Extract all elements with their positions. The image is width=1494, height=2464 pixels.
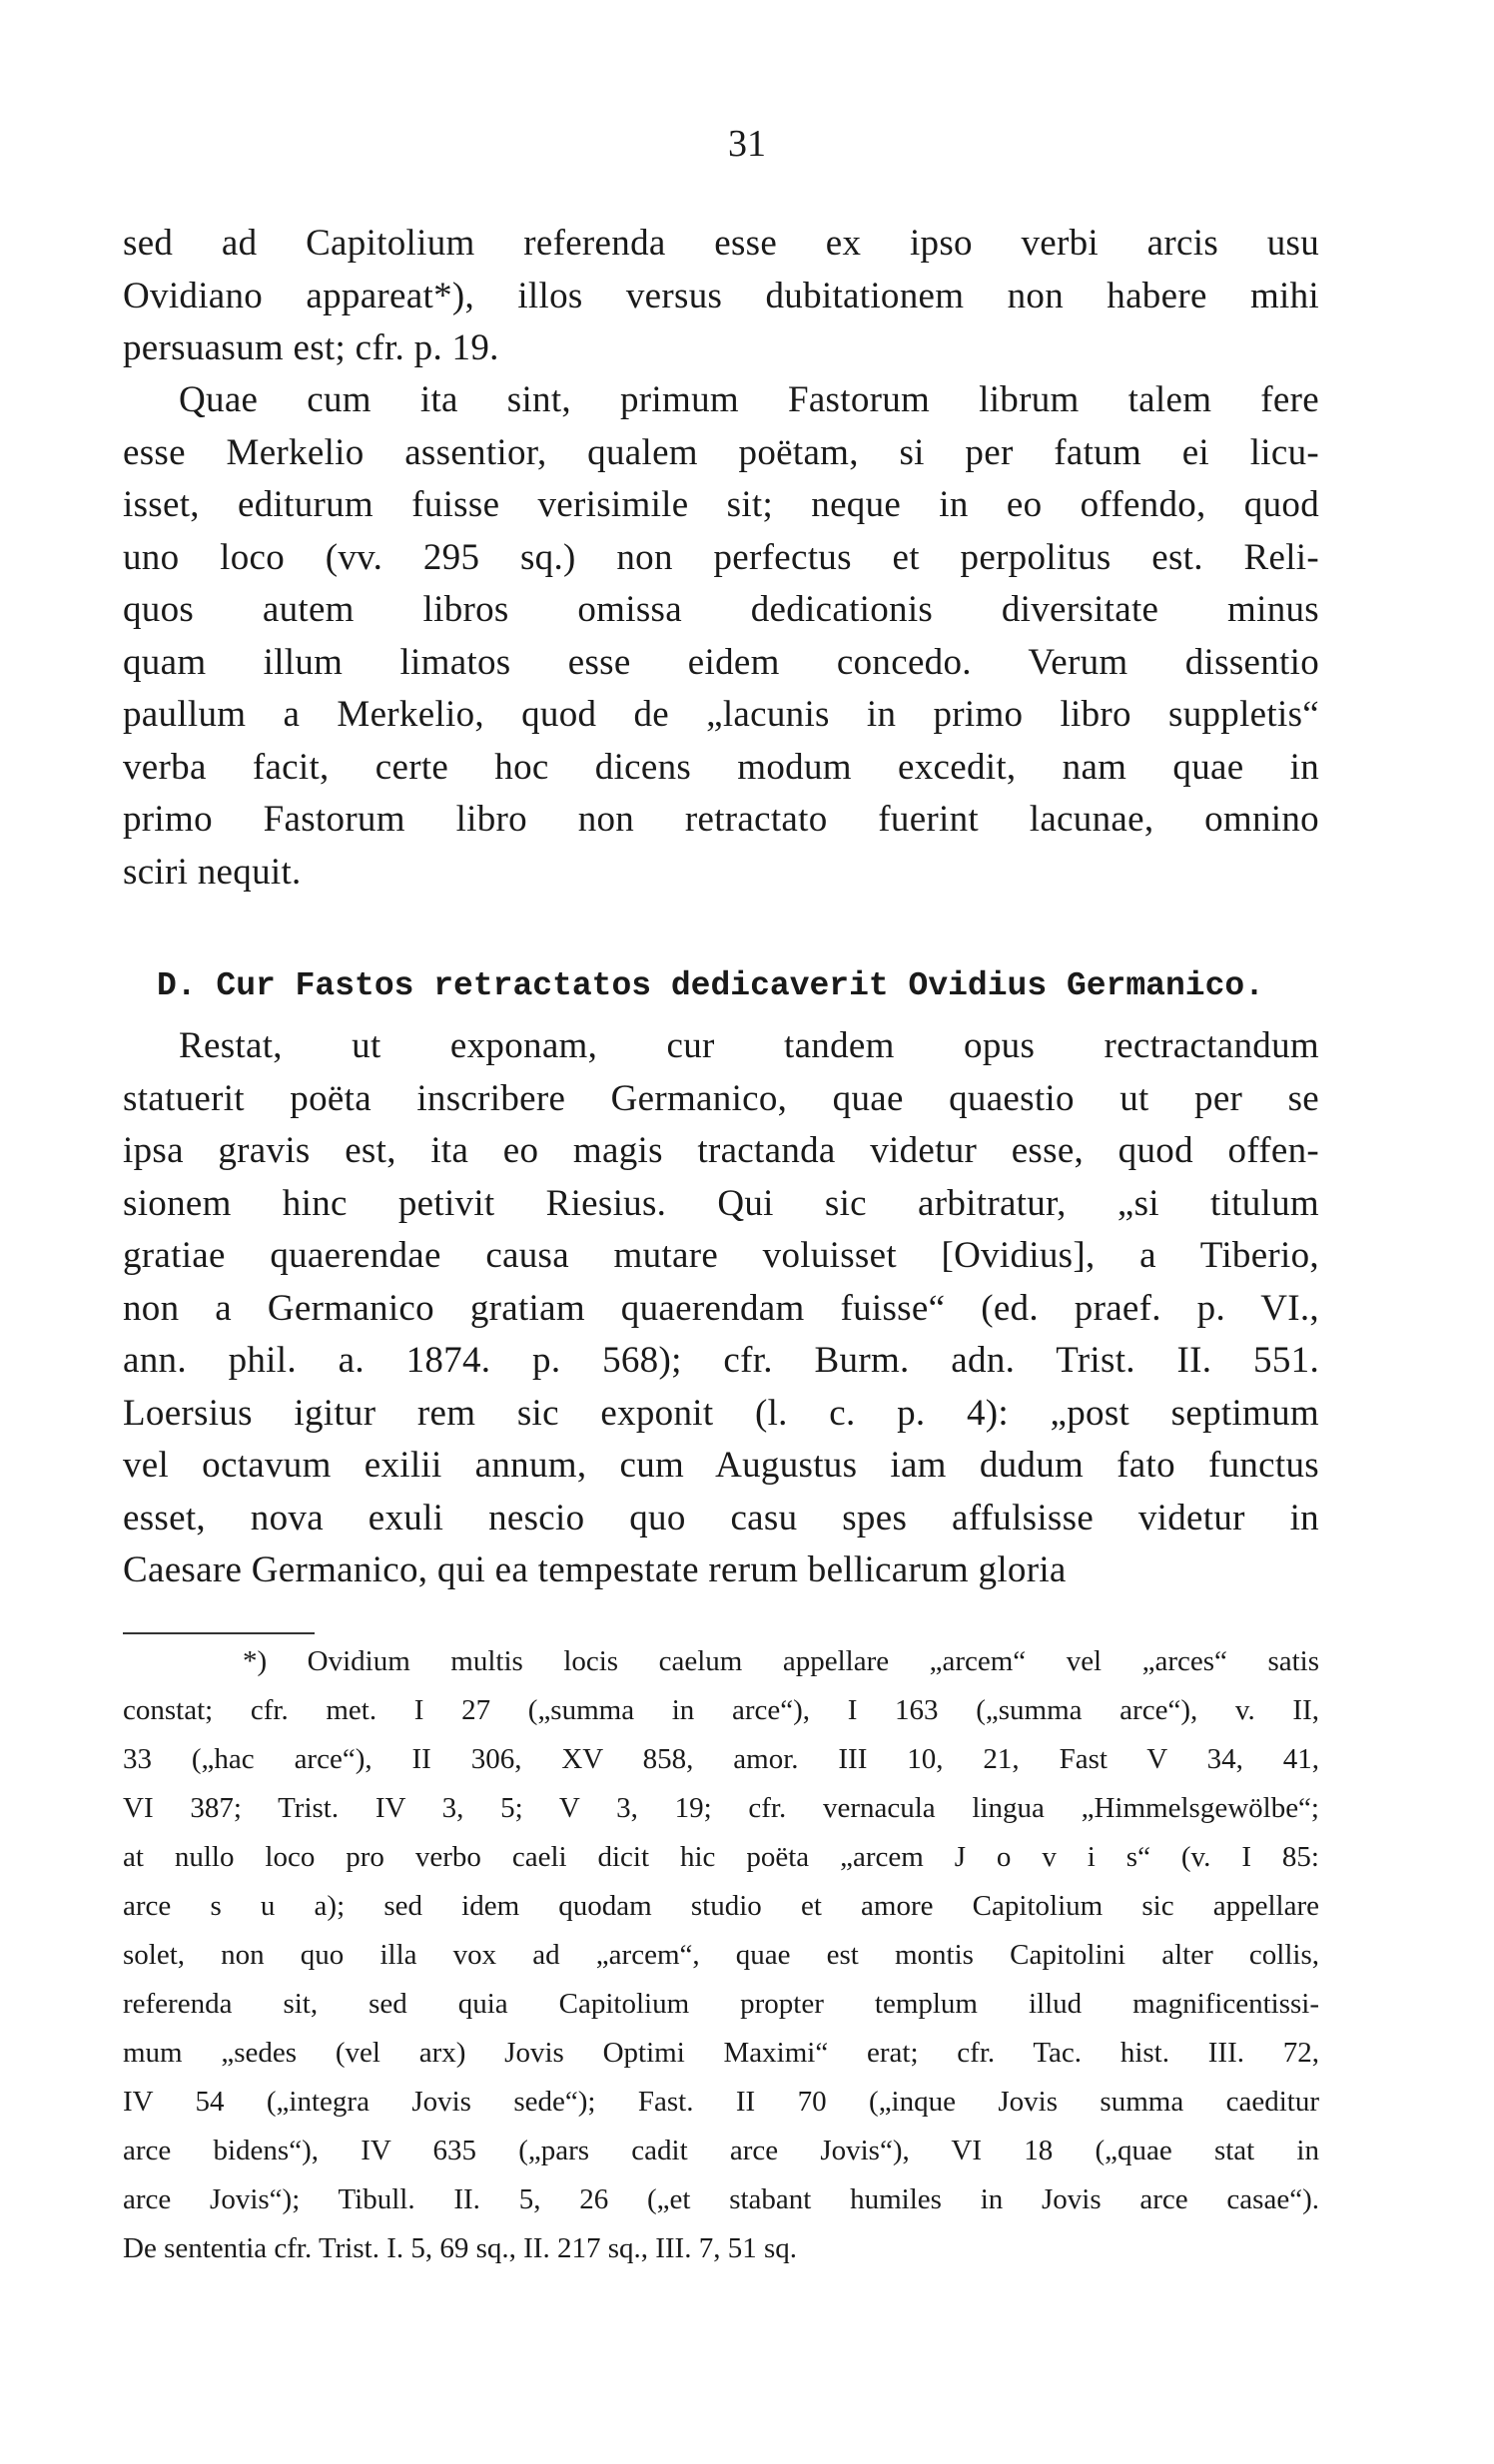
text-line: quam illum limatos esse eidem concedo. Verum dissentio: [123, 641, 1319, 683]
text-line: verba facit, certe hoc dicens modum excedit, nam quae in: [123, 746, 1319, 788]
footnote-rule: [123, 1632, 315, 1634]
text-line: paullum a Merkelio, quod de „lacunis in primo libro suppletis“: [123, 694, 1319, 735]
text-line: referenda sit, sed quia Capitolium propter templum illud magnificentissi-: [123, 1988, 1319, 2020]
text-line: VI 387; Trist. IV 3, 5; V 3, 19; cfr. vernacula lingua „Himmelsgewölbe“;: [123, 1792, 1319, 1824]
text-line: sionem hinc petivit Riesius. Qui sic arbitratur, „si titulum: [123, 1182, 1319, 1224]
text-line: at nullo loco pro verbo caeli dicit hic poëta „arcem J o v i s“ (v. I 85:: [123, 1841, 1319, 1873]
text-line: quos autem libros omissa dedicationis diversitate minus: [123, 589, 1319, 630]
page-number: 31: [728, 123, 766, 165]
text-line: esset, nova exuli nescio quo casu spes affulsisse videtur in: [123, 1497, 1319, 1539]
text-line: Caesare Germanico, qui ea tempestate rerum bellicarum gloria: [123, 1549, 1067, 1590]
paragraph-2: [123, 374, 1319, 899]
text-line: isset, editurum fuisse verisimile sit; neque in eo offendo, quod: [123, 484, 1319, 525]
text-line: primo Fastorum libro non retractato fuerint lacunae, omnino: [123, 799, 1319, 840]
text-line: uno loco (vv. 295 sq.) non perfectus et perpolitus est. Reli-: [123, 536, 1319, 578]
text-line: gratiae quaerendae causa mutare voluisset [Ovidius], a Tiberio,: [123, 1235, 1319, 1276]
text-line: constat; cfr. met. I 27 („summa in arce“), I 163 („summa arce“), v. II,: [123, 1694, 1319, 1726]
text-line: non a Germanico gratiam quaerendam fuisse“ (ed. praef. p. VI.,: [123, 1287, 1319, 1329]
text-line: sed ad Capitolium referenda esse ex ipso verbi arcis usu: [123, 223, 1319, 264]
text-line: Ovidiano appareat*), illos versus dubitationem non habere mihi: [123, 275, 1319, 316]
text-line: solet, non quo illa vox ad „arcem“, quae est montis Capitolini alter collis,: [123, 1939, 1319, 1971]
text-line: Loersius igitur rem sic exponit (l. c. p. 4): „post septimum: [123, 1392, 1319, 1434]
text-line: arce bidens“), IV 635 („pars cadit arce Jovis“), VI 18 („quae stat in: [123, 2135, 1319, 2166]
text-line: 33 („hac arce“), II 306, XV 858, amor. III 10, 21, Fast V 34, 41,: [123, 1743, 1319, 1775]
text-line: mum „sedes (vel arx) Jovis Optimi Maximi“ erat; cfr. Tac. hist. III. 72,: [123, 2037, 1319, 2069]
text-line: *) Ovidium multis locis caelum appellare „arcem“ vel „arces“ satis: [243, 1645, 1319, 1677]
text-line: arce s u a); sed idem quodam studio et amore Capitolium sic appellare: [123, 1890, 1319, 1922]
text-line: De sententia cfr. Trist. I. 5, 69 sq., II. 217 sq., III. 7, 51 sq.: [123, 2232, 798, 2264]
text-line: Restat, ut exponam, cur tandem opus rectractandum: [179, 1025, 1319, 1066]
text-line: vel octavum exilii annum, cum Augustus iam dudum fato functus: [123, 1445, 1319, 1486]
text-line: sciri nequit.: [123, 851, 302, 893]
text-line: Quae cum ita sint, primum Fastorum librum talem fere: [179, 379, 1319, 420]
text-line: esse Merkelio assentior, qualem poëtam, si per fatum ei licu-: [123, 431, 1319, 473]
footnote: [123, 1637, 1319, 2273]
paragraph-3: [123, 1020, 1319, 1597]
section-heading: D. Cur Fastos retractatos dedicaverit Ovidius Germanico.: [157, 967, 1264, 1004]
paragraph-1: [123, 218, 1319, 375]
text-line: ann. phil. a. 1874. p. 568); cfr. Burm. adn. Trist. II. 551.: [123, 1340, 1319, 1381]
text-line: ipsa gravis est, ita eo magis tractanda videtur esse, quod offen-: [123, 1130, 1319, 1171]
text-line: arce Jovis“); Tibull. II. 5, 26 („et stabant humiles in Jovis arce casae“).: [123, 2183, 1319, 2215]
text-line: statuerit poëta inscribere Germanico, quae quaestio ut per se: [123, 1077, 1319, 1119]
text-line: persuasum est; cfr. p. 19.: [123, 327, 499, 368]
text-line: IV 54 („integra Jovis sede“); Fast. II 70 („inque Jovis summa caeditur: [123, 2086, 1319, 2118]
